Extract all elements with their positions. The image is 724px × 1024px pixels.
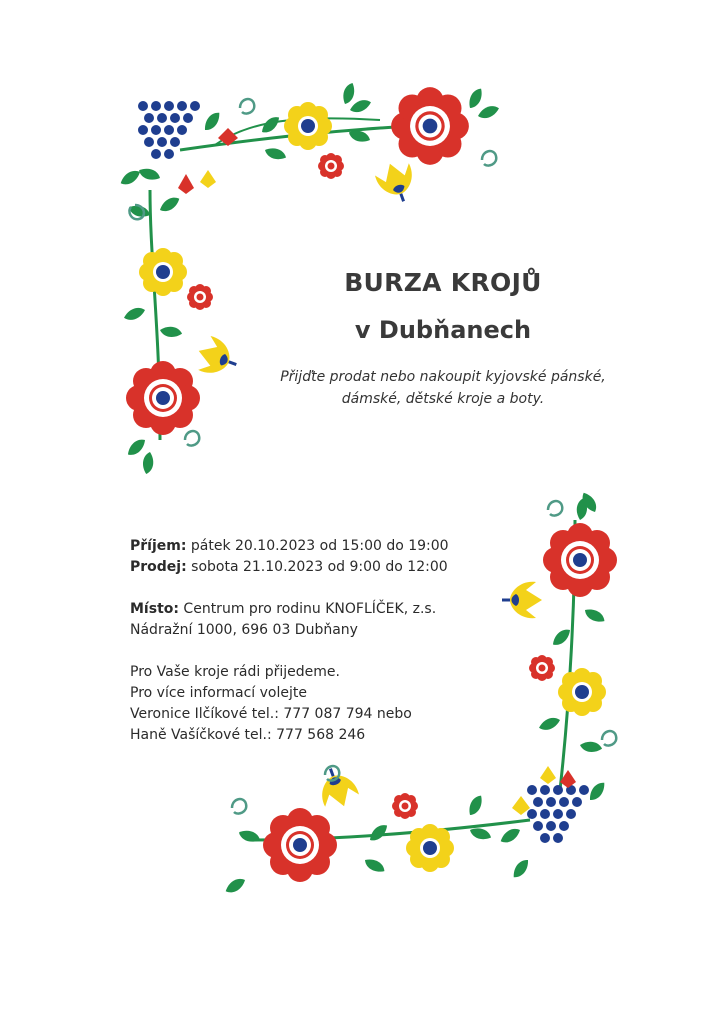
contact-line-1: Pro Vaše kroje rádi přijedeme. bbox=[130, 664, 340, 680]
sale-label: Prodej: bbox=[130, 559, 187, 575]
intake-value: pátek 20.10.2023 od 15:00 do 19:00 bbox=[186, 538, 449, 554]
event-info bbox=[130, 536, 510, 746]
sale-value: sobota 21.10.2023 od 9:00 do 12:00 bbox=[186, 559, 448, 575]
intake-line bbox=[130, 536, 510, 557]
location-address: Nádražní 1000, 696 03 Dubňany bbox=[130, 622, 358, 638]
tagline-line-1: Přijďte prodat nebo nakoupit kyjovské pánské, bbox=[280, 369, 606, 385]
intake-label: Příjem: bbox=[130, 538, 187, 554]
page-subtitle: v Dubňanech bbox=[354, 316, 532, 344]
tagline-line-2: dámské, dětské kroje a boty. bbox=[341, 391, 545, 407]
contact-line-2: Pro více informací volejte bbox=[130, 685, 307, 701]
contact-line-4: Haně Vašíčkové tel.: 777 568 246 bbox=[130, 727, 366, 743]
location-label: Místo: bbox=[130, 601, 179, 617]
location-name: Centrum pro rodinu KNOFLÍČEK, z.s. bbox=[178, 601, 437, 617]
page-title: BURZA KROJŮ bbox=[344, 268, 542, 297]
location-line bbox=[130, 599, 510, 620]
contact-line-3: Veronice Ilčíkové tel.: 777 087 794 nebo bbox=[130, 706, 412, 722]
sale-line bbox=[130, 557, 510, 578]
tagline bbox=[262, 366, 624, 410]
